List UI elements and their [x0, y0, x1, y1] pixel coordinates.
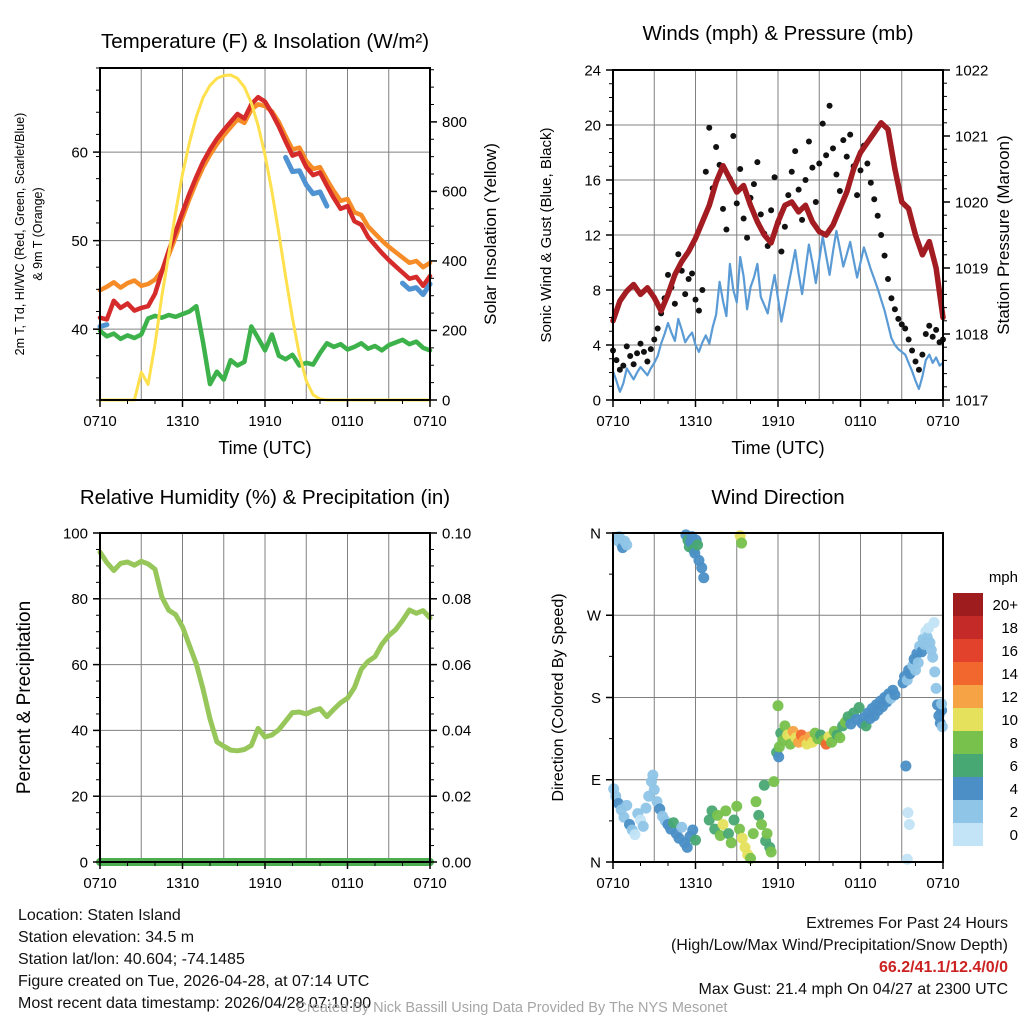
winds-pressure-panel	[538, 22, 1013, 458]
direction-by-speed-dot	[731, 801, 742, 812]
direction-by-speed-dot	[936, 698, 947, 709]
wind-gust-dot	[909, 348, 915, 354]
wind-gust-dot	[703, 169, 709, 175]
x-tick-label: 1910	[248, 875, 282, 892]
y-right-tick-label: 1018	[955, 326, 989, 344]
y-left-tick-label: E	[590, 772, 601, 789]
wind-gust-dot	[868, 180, 874, 186]
x-tick-label: 0110	[331, 875, 364, 892]
y-right-tick-label: 1022	[955, 62, 989, 80]
y-right-tick-label: 400	[442, 253, 468, 271]
y-right-tick-label: 1019	[955, 260, 989, 278]
y-right-axis-label: Station Pressure (Maroon)	[994, 135, 1013, 335]
x-tick-label: 1310	[678, 875, 713, 892]
legend-label: 12	[1001, 688, 1018, 706]
x-tick-label: 0110	[844, 413, 877, 430]
wind-gust-dot	[809, 165, 815, 171]
chart-title: Temperature (F) & Insolation (W/m²)	[100, 30, 430, 53]
legend-label: 6	[1009, 757, 1018, 775]
wind-gust-dot	[782, 224, 788, 230]
wind-gust-dot	[655, 326, 661, 332]
wind-gust-dot	[754, 159, 760, 165]
direction-by-speed-dot	[768, 776, 779, 787]
wind-gust-dot	[864, 161, 870, 167]
wind-gust-dot	[737, 166, 743, 172]
x-tick-label: 0110	[844, 875, 877, 892]
wind-gust-dot	[631, 361, 637, 367]
legend-label: 10	[1001, 711, 1018, 729]
direction-by-speed-dot	[889, 689, 900, 700]
y-left-tick-label: 8	[592, 282, 601, 300]
direction-by-speed-dot	[682, 842, 693, 853]
wind-gust-dot	[693, 297, 699, 303]
y-left-tick-label: 60	[71, 656, 88, 674]
wind-gust-dot	[665, 272, 671, 278]
y-right-axis-label: Solar Insolation (Yellow)	[481, 143, 500, 325]
direction-by-speed-dot	[902, 854, 913, 865]
legend-label: 14	[1001, 665, 1018, 683]
legend-title: mph	[988, 569, 1018, 586]
x-tick-label: 0710	[413, 875, 447, 892]
extremes-values: 66.2/41.1/12.4/0/0	[879, 959, 1008, 976]
x-tick-label: 1310	[165, 413, 200, 430]
direction-by-speed-dot	[736, 538, 747, 549]
wind-gust-dot	[624, 343, 630, 349]
y-left-tick-label: 24	[584, 62, 601, 80]
max-gust: Max Gust: 21.4 mph On 04/27 at 2300 UTC	[698, 981, 1008, 998]
legend-swatch-18	[953, 616, 983, 639]
wind-gust-dot	[768, 207, 774, 213]
legend-swatch-10	[953, 708, 983, 731]
chart-title: Winds (mph) & Pressure (mb)	[642, 22, 914, 45]
wind-gust-dot	[906, 337, 912, 343]
wind-gust-dot	[858, 167, 864, 173]
data-timestamp: Most recent data timestamp: 2026/04/28 07:10:00	[18, 995, 372, 1012]
direction-by-speed-dot	[902, 807, 913, 818]
direction-by-speed-dot	[676, 822, 687, 833]
wind-gust-dot	[875, 213, 881, 219]
wind-gust-dot	[613, 357, 619, 363]
direction-by-speed-dot	[762, 828, 773, 839]
figure-created: Figure created on Tue, 2026-04-28, at 07:14 UTC	[18, 973, 370, 990]
x-tick-label: 0710	[596, 413, 630, 430]
direction-by-speed-dot	[649, 784, 660, 795]
legend-label: 8	[1009, 734, 1018, 752]
extremes-info	[671, 913, 1008, 1001]
legend-label: 0	[1009, 826, 1018, 844]
direction-by-speed-dot	[726, 837, 737, 848]
direction-by-speed-dot	[621, 539, 632, 550]
chart-title: Wind Direction	[711, 486, 845, 509]
chart-title: Relative Humidity (%) & Precipitation (in)	[79, 486, 451, 509]
y-left-tick-label: 0	[592, 392, 601, 410]
y-left-axis-label: Direction (Colored By Speed)	[550, 593, 567, 802]
direction-by-speed-dot	[687, 825, 698, 836]
station-location: Location: Staten Island	[18, 907, 181, 924]
y-right-tick-label: 0.06	[442, 656, 472, 674]
y-left-tick-label: 80	[71, 591, 88, 609]
direction-by-speed-dot	[913, 657, 924, 668]
wind-gust-dot	[799, 217, 805, 223]
legend-swatch-20+	[953, 593, 983, 616]
wind-gust-dot	[833, 172, 839, 178]
y-right-tick-label: 1021	[955, 128, 989, 146]
y-right-tick-label: 1017	[955, 392, 989, 410]
y-left-tick-label: S	[590, 689, 601, 707]
direction-by-speed-dot	[927, 652, 938, 663]
direction-by-speed-dot	[647, 770, 658, 781]
direction-by-speed-dot	[638, 821, 649, 832]
y-left-tick-label: N	[590, 854, 601, 872]
wind-gust-dot	[933, 327, 939, 333]
x-tick-label: 0710	[413, 413, 447, 430]
wind-gust-dot	[686, 276, 692, 282]
wind-gust-dot	[882, 253, 888, 259]
direction-by-speed-dot	[621, 800, 632, 811]
x-tick-label: 1910	[248, 413, 282, 430]
direction-by-speed-dot	[929, 617, 940, 628]
wind-gust-dot	[744, 235, 750, 241]
direction-by-speed-dot	[729, 814, 740, 825]
wind-gust-dot	[696, 308, 702, 314]
wind-gust-dot	[689, 271, 695, 277]
y-right-tick-label: 0	[442, 392, 451, 410]
wind-gust-dot	[878, 232, 884, 238]
x-axis-label: Time (UTC)	[218, 438, 312, 458]
y-right-tick-label: 0.00	[442, 854, 472, 872]
wind-gust-dot	[699, 287, 705, 293]
wind-gust-dot	[641, 349, 647, 355]
wind-gust-dot	[892, 306, 898, 312]
y-left-tick-label: 40	[71, 321, 88, 339]
legend-label: 2	[1009, 803, 1018, 821]
wind-gust-dot	[672, 301, 678, 307]
y-left-tick-label: 40	[71, 722, 88, 740]
y-left-tick-label: N	[590, 525, 601, 543]
wind-gust-dot	[730, 133, 736, 139]
y-right-tick-label: 200	[442, 322, 468, 340]
direction-by-speed-dot	[641, 803, 652, 814]
direction-by-speed-dot	[630, 829, 641, 840]
wind-gust-dot	[778, 249, 784, 255]
x-tick-label: 0110	[331, 413, 364, 430]
wind-gust-dot	[816, 161, 822, 167]
wind-direction-panel	[550, 486, 1018, 892]
legend-swatch-4	[953, 777, 983, 800]
extremes-subtitle: (High/Low/Max Wind/Precipitation/Snow Depth)	[670, 937, 1008, 954]
wind-gust-dot	[844, 154, 850, 160]
wind-gust-dot	[885, 276, 891, 282]
wind-gust-dot	[827, 103, 833, 109]
wind-gust-dot	[723, 227, 729, 233]
wind-gust-dot	[930, 334, 936, 340]
wind-gust-dot	[789, 169, 795, 175]
wind-gust-dot	[916, 367, 922, 373]
legend-swatch-8	[953, 731, 983, 754]
wind-gust-dot	[634, 350, 640, 356]
y-right-tick-label: 0.04	[442, 722, 472, 740]
humidity-precipitation-panel	[14, 486, 471, 892]
x-tick-label: 1310	[678, 413, 713, 430]
x-tick-label: 1910	[761, 413, 795, 430]
y-left-tick-label: 100	[62, 525, 88, 543]
y-right-tick-label: 0.02	[442, 788, 472, 806]
extremes-title: Extremes For Past 24 Hours	[806, 915, 1008, 932]
wind-gust-dot	[840, 137, 846, 143]
wind-gust-dot	[830, 145, 836, 151]
direction-by-speed-dot	[904, 819, 915, 830]
direction-by-speed-dot	[692, 539, 703, 550]
x-tick-label: 1910	[761, 875, 795, 892]
wind-gust-dot	[923, 331, 929, 337]
x-tick-label: 0710	[83, 413, 117, 430]
wind-gust-dot	[792, 148, 798, 154]
legend-swatch-2	[953, 800, 983, 823]
wind-gust-dot	[706, 125, 712, 131]
wind-gust-dot	[803, 177, 809, 183]
wind-gust-dot	[751, 181, 757, 187]
y-left-tick-label: 20	[71, 788, 88, 806]
y-left-tick-label: 4	[592, 337, 601, 355]
legend-swatch-16	[953, 639, 983, 662]
wind-gust-dot	[919, 352, 925, 358]
y-right-tick-label: 800	[442, 114, 468, 132]
direction-by-speed-dot	[751, 796, 762, 807]
wind-gust-dot	[638, 341, 644, 347]
wind-gust-dot	[675, 251, 681, 257]
y-left-axis-label: 2m T, Td, HI/WC (Red, Green, Scarlet/Blue)	[13, 112, 27, 356]
x-tick-label: 0710	[596, 875, 630, 892]
direction-by-speed-dot	[773, 751, 784, 762]
x-tick-label: 0710	[926, 413, 960, 430]
direction-by-speed-dot	[698, 572, 709, 583]
wind-gust-dot	[785, 192, 791, 198]
wind-gust-dot	[741, 216, 747, 222]
x-tick-label: 0710	[83, 875, 117, 892]
wind-gust-dot	[772, 174, 778, 180]
y-right-tick-label: 1020	[955, 194, 989, 212]
wind-gust-dot	[823, 152, 829, 158]
legend-swatch-0	[953, 823, 983, 846]
station-info	[18, 905, 371, 1015]
wind-gust-dot	[627, 353, 633, 359]
wind-gust-dot	[871, 196, 877, 202]
wind-gust-dot	[895, 316, 901, 322]
direction-by-speed-dot	[773, 700, 784, 711]
legend-swatch-12	[953, 685, 983, 708]
y-left-tick-label: 12	[584, 227, 601, 245]
y-left-tick-label: 50	[71, 232, 88, 250]
station-latlon: Station lat/lon: 40.604; -74.1485	[18, 951, 245, 968]
direction-by-speed-dot	[756, 819, 767, 830]
wind-gust-dot	[926, 323, 932, 329]
y-left-tick-label: 0	[79, 854, 88, 872]
y-left-tick-label: 20	[584, 117, 601, 135]
direction-by-speed-dot	[834, 732, 845, 743]
direction-by-speed-dot	[690, 835, 701, 846]
direction-by-speed-dot	[720, 805, 731, 816]
wind-gust-dot	[888, 295, 894, 301]
legend-label: 4	[1009, 780, 1018, 798]
direction-by-speed-dot	[929, 666, 940, 677]
y-right-tick-label: 0.08	[442, 591, 472, 609]
direction-by-speed-dot	[748, 828, 759, 839]
wind-gust-dot	[837, 188, 843, 194]
wind-gust-dot	[806, 139, 812, 145]
direction-by-speed-dot	[931, 683, 942, 694]
y-left-tick-label: W	[586, 607, 601, 625]
direction-by-speed-dot	[766, 846, 777, 857]
wind-gust-dot	[644, 359, 650, 365]
legend-swatch-6	[953, 754, 983, 777]
wind-gust-dot	[651, 337, 657, 343]
x-tick-label: 0710	[926, 875, 960, 892]
y-left-tick-label: 60	[71, 144, 88, 162]
wind-gust-dot	[820, 121, 826, 127]
y-left-tick-label: 16	[584, 172, 601, 190]
direction-by-speed-dot	[900, 761, 911, 772]
legend-label: 16	[1001, 642, 1018, 660]
y-left-axis-label: Sonic Wind & Gust (Blue, Black)	[538, 127, 555, 343]
station-elevation: Station elevation: 34.5 m	[18, 929, 195, 946]
y-left-axis-label: Percent & Precipitation	[14, 600, 35, 795]
wind-gust-dot	[813, 199, 819, 205]
legend-swatch-14	[953, 662, 983, 685]
credit-watermark: Created By Nick Bassill Using Data Provided By The NYS Mesonet	[296, 1000, 728, 1016]
wind-gust-dot	[847, 132, 853, 138]
wind-gust-dot	[913, 359, 919, 365]
wind-gust-dot	[720, 206, 726, 212]
legend-label: 18	[1001, 619, 1018, 637]
x-tick-label: 1310	[165, 875, 200, 892]
wind-gust-dot	[734, 200, 740, 206]
wind-gust-dot	[854, 192, 860, 198]
direction-by-speed-dot	[759, 780, 770, 791]
wind-gust-dot	[758, 211, 764, 217]
direction-by-speed-dot	[696, 562, 707, 573]
y-left-axis-label: & 9m T (Orange)	[31, 187, 45, 281]
direction-by-speed-dot	[718, 819, 729, 830]
wind-gust-dot	[713, 144, 719, 150]
wind-gust-dot	[796, 187, 802, 193]
wind-gust-dot	[648, 346, 654, 352]
legend-label: 20+	[992, 596, 1018, 614]
wind-gust-dot	[902, 326, 908, 332]
y-right-tick-label: 0.10	[442, 525, 472, 543]
y-right-tick-label: 600	[442, 183, 468, 201]
wind-gust-dot	[620, 363, 626, 369]
x-axis-label: Time (UTC)	[731, 438, 825, 458]
temperature-insolation-panel	[13, 30, 500, 458]
wind-gust-dot	[682, 291, 688, 297]
